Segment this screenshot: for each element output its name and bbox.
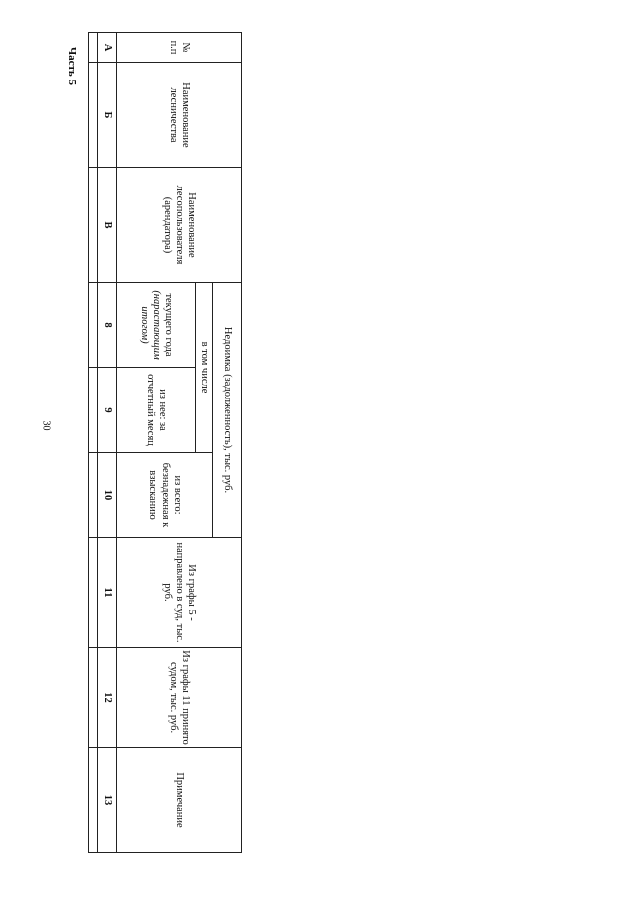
colnum-12: 12 [98, 648, 117, 748]
header-note: Примечание [117, 748, 242, 853]
header-forestry: Наименование лесничества [117, 63, 242, 168]
current-year-note: (нарастающим итогом) [138, 290, 163, 360]
empty-cell [89, 63, 98, 168]
header-month: из нее: за отчетный месяц [117, 368, 196, 453]
header-doubtful: из всего: безнадежная к взысканию [117, 453, 213, 538]
colnum-9: 9 [98, 368, 117, 453]
colnum-a: А [98, 33, 117, 63]
empty-cell [89, 648, 98, 748]
header-sent-to-court: Из графы 5 - направлено в суд, тыс. руб. [117, 538, 242, 648]
colnum-b: Б [98, 63, 117, 168]
arrears-table [88, 32, 242, 853]
empty-cell [89, 283, 98, 368]
colnum-11: 11 [98, 538, 117, 648]
colnum-8: 8 [98, 283, 117, 368]
header-user: Наименование лесопользователя (арендатора) [117, 168, 242, 283]
colnum-10: 10 [98, 453, 117, 538]
header-including: в том числе [196, 283, 213, 453]
header-num: № п.п [117, 33, 242, 63]
empty-cell [89, 168, 98, 283]
colnum-13: 13 [98, 748, 117, 853]
empty-cell [89, 748, 98, 853]
empty-cell [89, 33, 98, 63]
part-label: Часть 5 [66, 47, 78, 85]
empty-row [89, 33, 98, 853]
header-current-year [117, 283, 196, 368]
column-number-row [98, 33, 117, 853]
header-arrears: Недоимка (задолженность), тыс. руб. [213, 283, 242, 538]
empty-cell [89, 368, 98, 453]
page-number: 30 [40, 420, 52, 431]
current-year-text: текущего года [163, 293, 175, 357]
empty-cell [89, 453, 98, 538]
empty-cell [89, 538, 98, 648]
rotated-table-area [92, 32, 242, 852]
header-accepted-by-court: Из графы 11 принято судом, тыс. руб. [117, 648, 242, 748]
colnum-v: В [98, 168, 117, 283]
table-sheet [92, 32, 242, 852]
